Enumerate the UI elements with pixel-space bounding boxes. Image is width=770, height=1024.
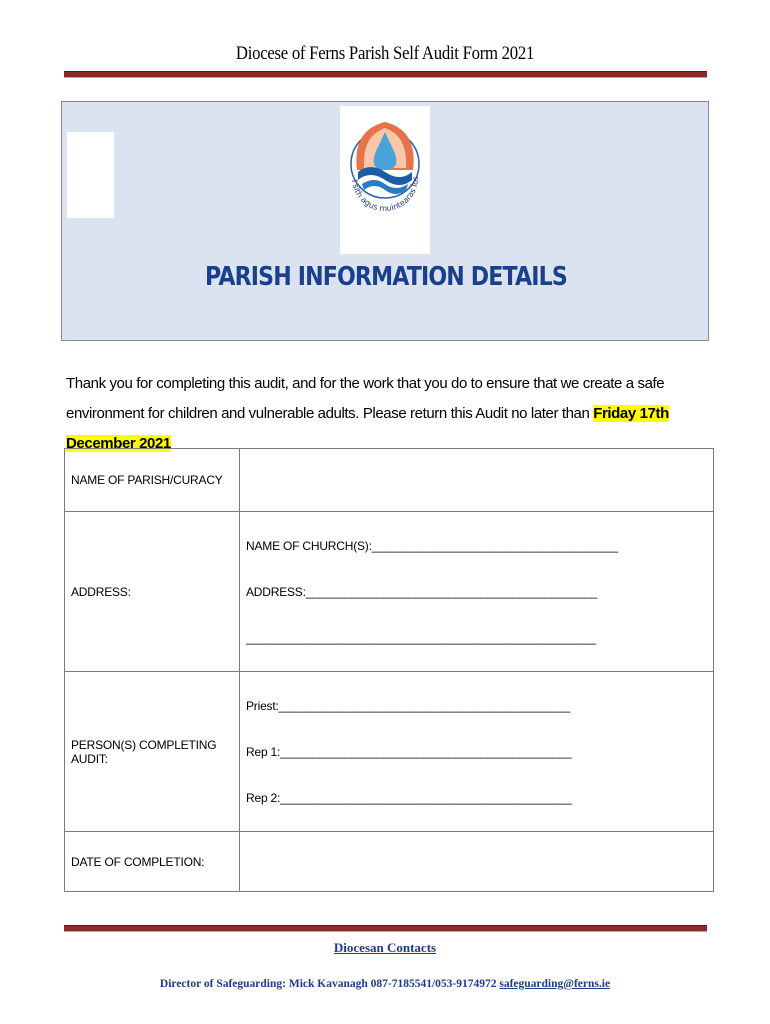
table-row [65, 449, 714, 512]
deadline-highlight: Friday 17th December 2021 [66, 405, 669, 452]
table-row [65, 832, 714, 892]
persons-label: PERSON(S) COMPLETING AUDIT: [65, 672, 240, 832]
intro-paragraph [66, 369, 726, 459]
header-banner [61, 101, 709, 341]
banner-heading: PARISH INFORMATION DETAILS [205, 262, 567, 292]
header-divider [64, 71, 707, 78]
table-row [65, 672, 714, 832]
address-field[interactable] [240, 512, 714, 672]
email-link[interactable]: safeguarding@ferns.ie [499, 978, 611, 990]
rep1-line[interactable]: Rep 1:_____________________________________________ [246, 744, 572, 759]
rep2-line[interactable]: Rep 2:_____________________________________________ [246, 790, 572, 805]
date-label: DATE OF COMPLETION: [65, 832, 240, 892]
persons-field[interactable] [240, 672, 714, 832]
footer-title: Diocesan Contacts [333, 940, 437, 955]
page-title: Diocese of Ferns Parish Self Audit Form 2021 [235, 43, 535, 64]
table-row [65, 512, 714, 672]
date-field[interactable] [240, 832, 714, 892]
church-name-line[interactable]: NAME OF CHURCH(S):______________________________________ [246, 538, 618, 553]
placeholder-box [67, 132, 114, 218]
address-label: ADDRESS: [65, 512, 240, 672]
priest-line[interactable]: Priest:_____________________________________________ [246, 698, 570, 713]
parish-label: NAME OF PARISH/CURACY [65, 449, 240, 512]
parish-field[interactable] [240, 449, 714, 512]
parish-info-table [64, 448, 714, 892]
address-line[interactable]: ADDRESS:_____________________________________________ [246, 584, 598, 599]
footer-contact [0, 978, 770, 990]
logo-motto: I sith agus muintearas Íos [350, 176, 421, 214]
contact-text: Director of Safeguarding: Mick Kavanagh 087-7185541/053-9174972 [159, 978, 500, 990]
address-line-2[interactable]: ______________________________________________________ [246, 630, 596, 645]
diocese-logo [340, 106, 430, 254]
intro-text: Thank you for completing this audit, and for the work that you do to ensure that we create a safe environment for children and vulnerable adults. Please return this Audit no later than [66, 375, 665, 422]
footer-divider [64, 925, 707, 932]
